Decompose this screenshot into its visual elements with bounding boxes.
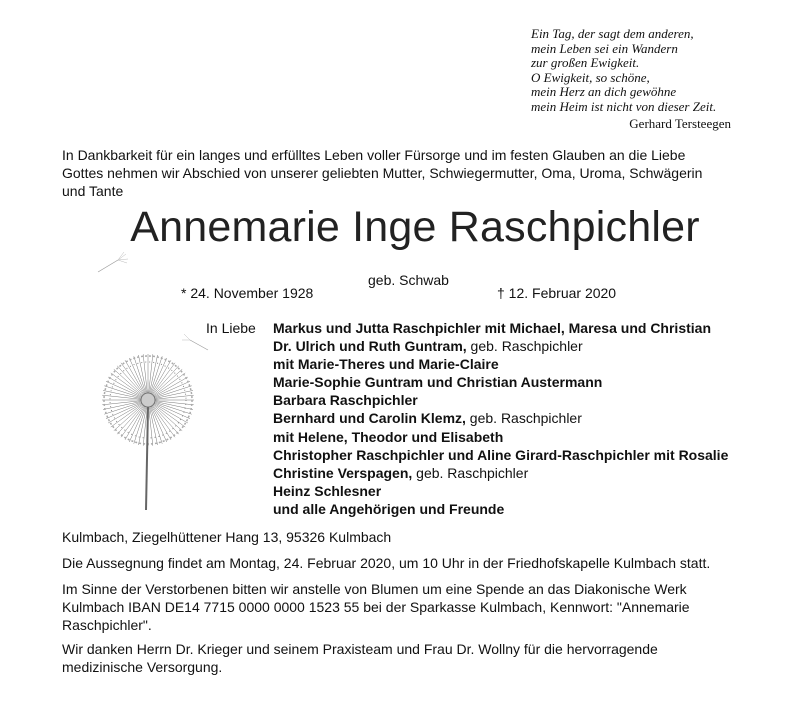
poem-line: mein Heim ist nicht von dieser Zeit.	[531, 98, 717, 114]
poem-line: mein Herz an dich gewöhne	[531, 84, 677, 100]
mourner-line	[273, 500, 728, 518]
intro-line: In Dankbarkeit für ein langes und erfülltes Leben voller Fürsorge und im festen Glauben an die Liebe	[62, 147, 686, 163]
mourner-line	[273, 409, 728, 427]
donation-line: Kulmbach IBAN DE14 7715 0000 0000 1523 55 bei der Sparkasse Kulmbach, Kennwort: "Annemarie	[62, 599, 690, 615]
mourner-line	[273, 446, 728, 464]
mourner-line	[273, 355, 728, 373]
in-love-label: In Liebe	[206, 320, 256, 336]
mourner-names: Bernhard und Carolin Klemz,	[273, 410, 466, 427]
mourner-note: geb. Raschpichler	[412, 464, 529, 481]
poem-line: Ein Tag, der sagt dem anderen,	[531, 26, 694, 41]
address: Kulmbach, Ziegelhüttener Hang 13, 95326 Kulmbach	[62, 529, 392, 545]
death-date: † 12. Februar 2020	[497, 285, 617, 301]
mourner-names: Marie-Sophie Guntram und Christian Austermann	[273, 374, 603, 391]
donation-line: Im Sinne der Verstorbenen bitten wir anstelle von Blumen um eine Spende an das Diakonische Werk	[62, 581, 687, 597]
funeral-info: Die Aussegnung findet am Montag, 24. Februar 2020, um 10 Uhr in der Friedhofskapelle Kulmbach statt.	[62, 555, 711, 571]
mourner-names: Markus und Jutta Raschpichler mit Michael, Maresa und Christian	[273, 320, 711, 336]
mourner-names: Christopher Raschpichler und Aline Girard-Raschpichler mit Rosalie	[273, 446, 729, 463]
maiden-name: geb. Schwab	[368, 272, 449, 288]
deceased-name: Annemarie Inge Raschpichler	[130, 203, 700, 251]
poem	[531, 27, 731, 131]
thanks-line: medizinische Versorgung.	[62, 659, 223, 675]
mourner-names: Barbara Raschpichler	[273, 392, 418, 409]
poem-line: zur großen Ewigkeit.	[531, 55, 640, 71]
intro-line: und Tante	[62, 183, 124, 199]
poem-author: Gerhard Tersteegen	[629, 115, 731, 131]
seed-illustration	[96, 250, 136, 280]
poem-line: O Ewigkeit, so schöne,	[531, 69, 650, 85]
birth-date: * 24. November 1928	[181, 285, 314, 301]
thanks-text	[62, 640, 658, 676]
thanks-line: Wir danken Herrn Dr. Krieger und seinem Praxisteam und Frau Dr. Wollny für die hervorragende	[62, 641, 658, 657]
mourner-line	[273, 391, 728, 409]
intro-line: Gottes nehmen wir Abschied von unserer geliebten Mutter, Schwiegermutter, Oma, Uroma, Schwägerin	[62, 165, 703, 181]
mourner-line	[273, 337, 728, 355]
donation-info	[62, 580, 690, 634]
mourner-note: geb. Raschpichler	[465, 410, 582, 427]
mourner-names: Dr. Ulrich und Ruth Guntram,	[273, 338, 467, 355]
mourners-list	[273, 319, 728, 518]
poem-line: mein Leben sei ein Wandern	[531, 40, 678, 56]
mourner-names: Christine Verspagen,	[273, 464, 413, 481]
mourner-names: mit Marie-Theres und Marie-Claire	[273, 356, 499, 373]
mourner-line	[273, 464, 728, 482]
mourner-line	[273, 319, 728, 337]
mourner-line	[273, 428, 728, 446]
mourner-line	[273, 373, 728, 391]
mourner-note: geb. Raschpichler	[466, 338, 583, 355]
donation-line: Raschpichler".	[62, 617, 152, 633]
intro-text	[62, 146, 782, 200]
mourner-names: mit Helene, Theodor und Elisabeth	[273, 428, 504, 445]
dandelion-illustration	[90, 330, 220, 515]
mourner-names: und alle Angehörigen und Freunde	[273, 500, 505, 517]
mourner-line	[273, 482, 728, 500]
mourner-names: Heinz Schlesner	[273, 482, 382, 499]
